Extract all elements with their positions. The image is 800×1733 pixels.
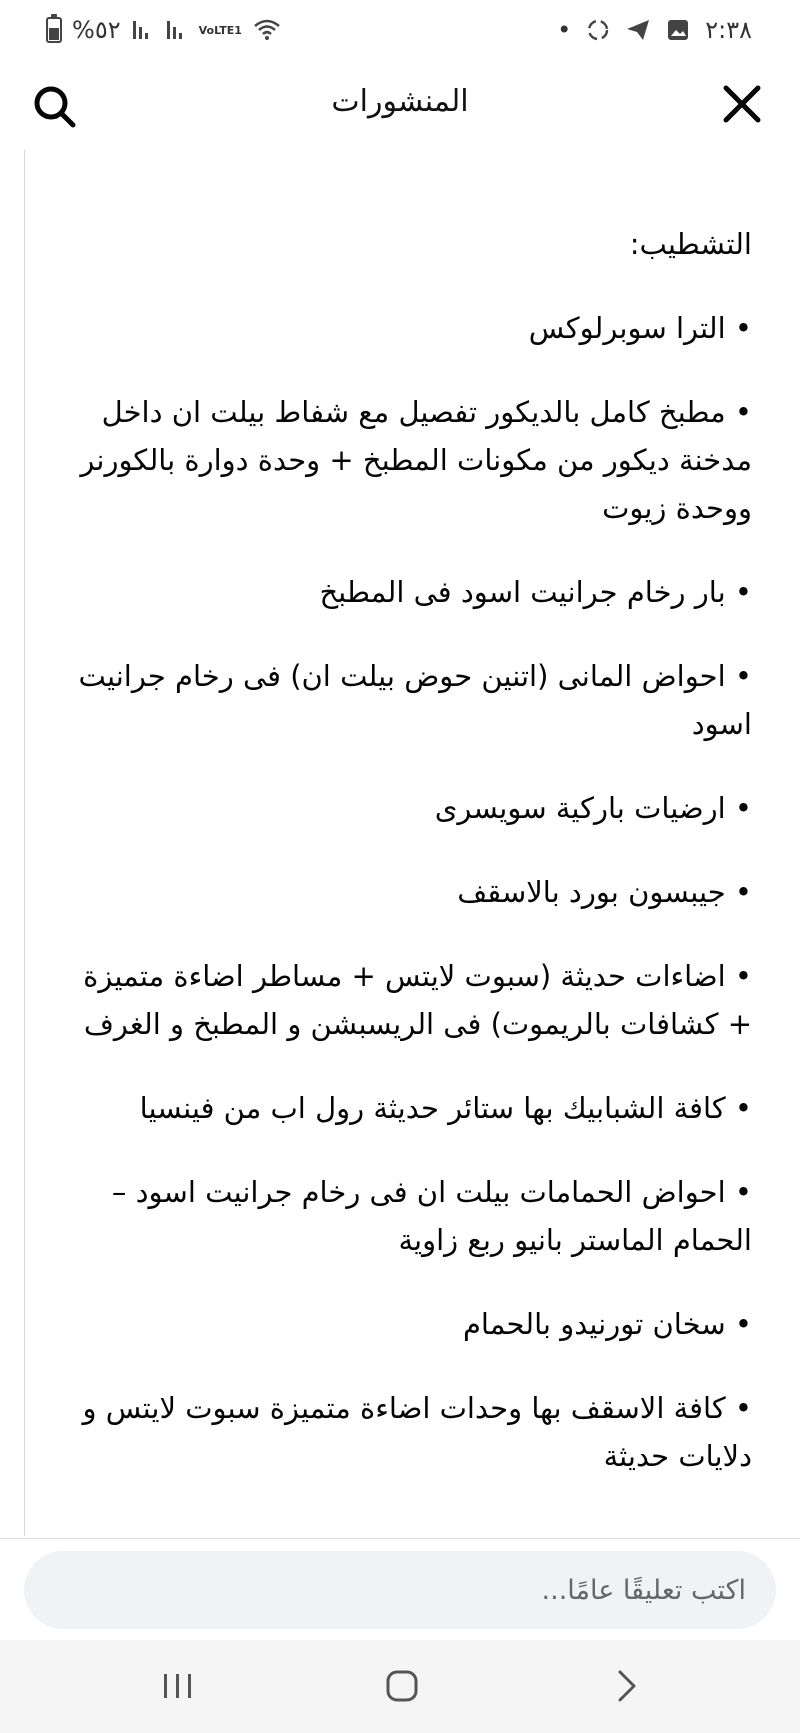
post-paragraph: • بار رخام جرانيت اسود فى المطبخ: [319, 575, 752, 609]
volte-indicator: VoLTE1: [198, 23, 242, 37]
status-right: [557, 16, 752, 44]
notification-dot: •: [557, 16, 572, 44]
post-paragraph: • مطبخ كامل بالديكور تفصيل مع شفاط بيلت ان داخل مدخنة ديكور من مكونات المطبخ + وحدة دوارة بالكورنر ووحدة زيوت: [80, 395, 752, 525]
post-text: [25, 150, 800, 1480]
recents-button[interactable]: [148, 1662, 208, 1712]
comment-composer: [0, 1538, 800, 1640]
sync-icon: [585, 17, 611, 43]
post-paragraph: • الترا سوبرلوكس: [528, 311, 752, 345]
recents-icon: [148, 1662, 208, 1712]
status-bar: [0, 0, 800, 62]
app-header: [0, 62, 800, 146]
post-paragraph: • اضاءات حديثة (سبوت لايتس + مساطر اضاءة متميزة + كشافات بالريموت) فى الريسبشن و المطبخ و الغرف: [83, 959, 752, 1041]
signal-icon: [131, 19, 155, 41]
system-nav-bar: [0, 1640, 800, 1733]
post-content[interactable]: [24, 150, 800, 1536]
page-title: المنشورات: [331, 84, 469, 119]
post-paragraph: • سخان تورنيدو بالحمام: [462, 1307, 752, 1341]
telegram-icon: [625, 17, 651, 43]
home-icon: [372, 1662, 432, 1712]
clock: ٢:٣٨: [705, 16, 752, 44]
battery-icon: [46, 17, 62, 43]
post-paragraph: • جيبسون بورد بالاسقف: [457, 875, 752, 909]
post-paragraph: التشطيب:: [629, 227, 752, 261]
gallery-icon: [665, 17, 691, 43]
post-paragraph: • ارضيات باركية سويسرى: [434, 791, 752, 825]
home-button[interactable]: [372, 1662, 432, 1712]
battery-level: %٥٢: [72, 16, 121, 44]
signal-icon: [165, 19, 189, 41]
close-button[interactable]: [720, 82, 764, 126]
close-icon: [720, 82, 764, 126]
post-paragraph: • كافة الشبابيك بها ستائر حديثة رول اب من فينسيا: [139, 1091, 752, 1125]
post-paragraph: • احواض المانى (اتنين حوض بيلت ان) فى رخام جرانيت اسود: [78, 659, 752, 741]
back-icon: [596, 1662, 656, 1712]
status-left: [46, 16, 282, 44]
post-paragraph: • كافة الاسقف بها وحدات اضاءة متميزة سبوت لايتس و دلايات حديثة: [82, 1391, 752, 1473]
wifi-icon: [252, 17, 282, 43]
comment-input[interactable]: [24, 1551, 776, 1629]
post-paragraph: • احواض الحمامات بيلت ان فى رخام جرانيت اسود – الحمام الماستر بانيو ربع زاوية: [111, 1175, 752, 1257]
back-button[interactable]: [596, 1662, 656, 1712]
